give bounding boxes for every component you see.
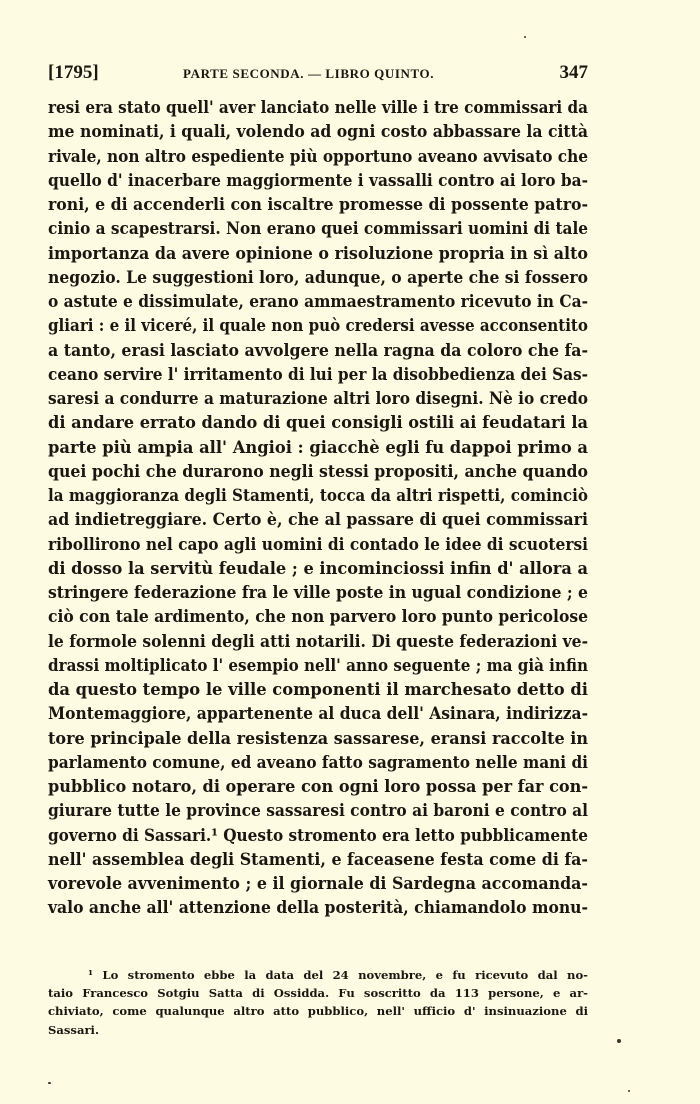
main-text bbox=[48, 95, 588, 920]
text-line: valo anche all' attenzione della posterità, chiamandolo monu- bbox=[48, 897, 589, 918]
text-line: giurare tutte le province sassaresi contro ai baroni e contro al bbox=[48, 800, 588, 821]
text-line: importanza da avere opinione o risoluzione propria in sì alto bbox=[48, 242, 589, 263]
text-line: nell' assemblea degli Stamenti, e faceasene festa come di fa- bbox=[48, 848, 589, 869]
text-line: cinio a scapestrarsi. Non erano quei commissari uomini di tale bbox=[48, 218, 589, 239]
text-line: ceano servire l' irritamento di lui per la disobbedienza dei Sas- bbox=[48, 363, 589, 384]
text-line: di dosso la servitù feudale ; e incominciossi infin d' allora a bbox=[48, 557, 588, 578]
print-speck bbox=[48, 1082, 51, 1084]
running-header bbox=[48, 62, 588, 86]
text-line: resi era stato quell' aver lanciato nelle ville i tre commissari da bbox=[48, 97, 588, 117]
footnote-line: chiviato, come qualunque altro atto pubblico, nell' ufficio d' insinuazione di bbox=[48, 1004, 588, 1019]
header-title: PARTE SECONDA. — LIBRO QUINTO. bbox=[183, 66, 435, 81]
text-line: me nominati, i quali, volendo ad ogni costo abbassare la città bbox=[48, 121, 589, 142]
text-line: parlamento comune, ed aveano fatto sagramento nelle mani di bbox=[48, 751, 589, 772]
header-year: [1795] bbox=[48, 62, 99, 83]
text-line: vorevole avvenimento ; e il giornale di Sardegna accomanda- bbox=[48, 873, 588, 893]
text-line: rivale, non altro espediente più opportuno aveano avvisato che bbox=[48, 145, 589, 166]
text-line: roni, e di accenderli con iscaltre promesse di possente patro- bbox=[48, 194, 589, 214]
text-line: le formole solenni degli atti notarili. Di queste federazioni ve- bbox=[48, 630, 589, 651]
text-line: ribollirono nel capo agli uomini di contado le idee di scuotersi bbox=[48, 533, 588, 554]
text-line: quei pochi che durarono negli stessi propositi, anche quando bbox=[48, 460, 588, 481]
page-number: 347 bbox=[559, 62, 588, 83]
text-line: pubblico notaro, di operare con ogni loro possa per far con- bbox=[48, 776, 589, 796]
text-line: la maggioranza degli Stamenti, tocca da altri rispetti, cominciò bbox=[48, 485, 588, 505]
text-line: tore principale della resistenza sassarese, eransi raccolte in bbox=[48, 727, 589, 748]
text-line: gliari : e il viceré, il quale non può credersi avesse acconsentito bbox=[48, 315, 588, 336]
text-line: saresi a condurre a maturazione altri loro disegni. Nè io credo bbox=[48, 388, 588, 408]
text-line: di andare errato dando di quei consigli ostili ai feudatari la bbox=[48, 412, 588, 433]
text-line: ciò con tale ardimento, che non parvero loro punto pericolose bbox=[48, 606, 588, 627]
text-line: ad indietreggiare. Certo è, che al passare di quei commissari bbox=[48, 509, 588, 530]
text-line: o astute e dissimulate, erano ammaestramento ricevuto in Ca- bbox=[48, 291, 589, 311]
print-speck bbox=[617, 1039, 621, 1043]
text-line: parte più ampia all' Angioi : giacchè egli fu dappoi primo a bbox=[48, 436, 589, 457]
text-line: negozio. Le suggestioni loro, adunque, o aperte che si fossero bbox=[48, 266, 588, 287]
footnote-line: Sassari. bbox=[48, 1022, 100, 1037]
text-line: quello d' inacerbare maggiormente i vassalli contro ai loro ba- bbox=[48, 169, 589, 190]
text-line: stringere federazione fra le ville poste in ugual condizione ; e bbox=[48, 582, 588, 602]
text-line: Montemaggiore, appartenente al duca dell' Asinara, indirizza- bbox=[48, 703, 589, 724]
text-line: drassi moltiplicato l' esempio nell' anno seguente ; ma già infin bbox=[48, 654, 588, 675]
text-line: da questo tempo le ville componenti il marchesato detto di bbox=[48, 679, 588, 699]
text-line: governo di Sassari.¹ Questo stromento era letto pubblicamente bbox=[48, 824, 588, 845]
footnote-line: ¹ Lo stromento ebbe la data del 24 novembre, e fu ricevuto dal no- bbox=[88, 968, 588, 982]
text-line: a tanto, erasi lasciato avvolgere nella ragna da coloro che fa- bbox=[48, 339, 589, 360]
footnote bbox=[48, 966, 588, 1039]
scan-watermark bbox=[500, 1092, 660, 1104]
footnote-line: taio Francesco Sotgiu Satta di Ossidda. Fu soscritto da 113 persone, e ar- bbox=[48, 986, 588, 1001]
print-speck bbox=[524, 36, 526, 38]
